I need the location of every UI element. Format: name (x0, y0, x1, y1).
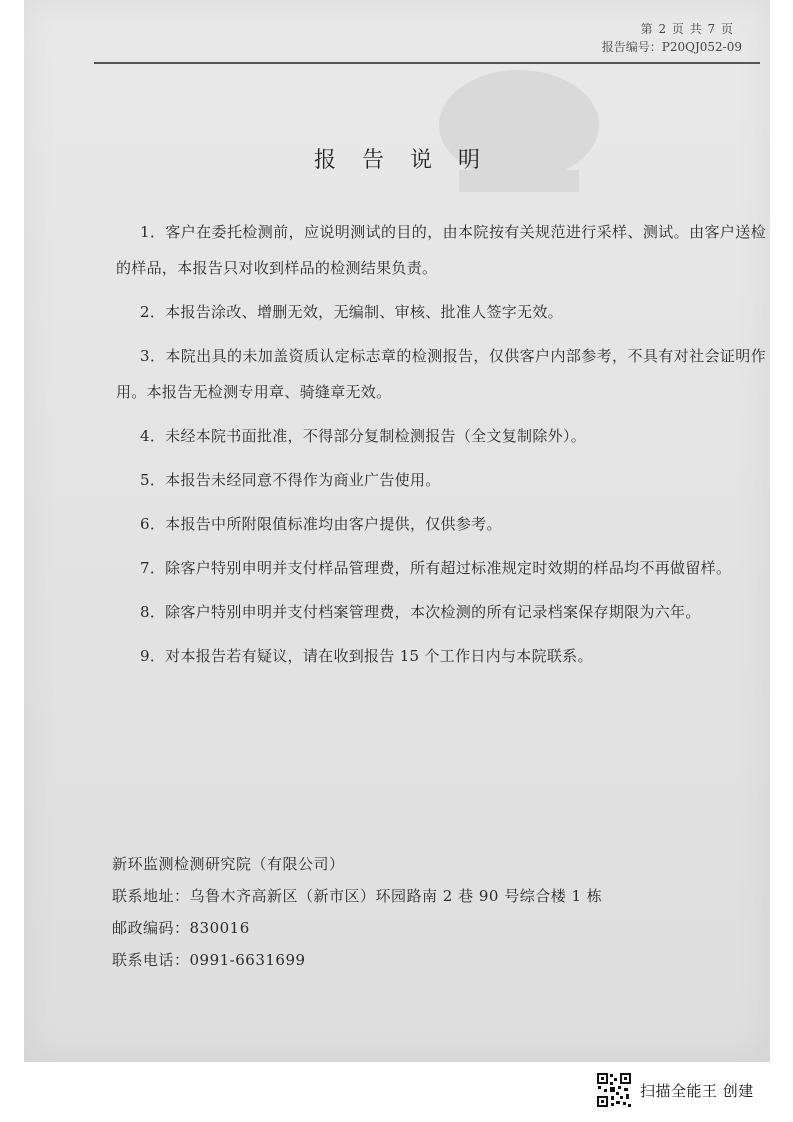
note-item: 7．除客户特别申明并支付样品管理费，所有超过标准规定时效期的样品均不再做留样。 (140, 559, 732, 577)
scanner-app-label: 扫描全能王 创建 (640, 1081, 754, 1100)
report-notes (116, 214, 766, 682)
institute-name: 新环监测检测研究院（有限公司） (112, 855, 345, 873)
scanned-document-page (24, 0, 770, 1062)
header-divider (94, 62, 760, 64)
note-item: 9．对本报告若有疑议，请在收到报告 15 个工作日内与本院联系。 (140, 647, 593, 665)
scanner-watermark (596, 1072, 754, 1108)
note-item: 8．除客户特别申明并支付档案管理费，本次检测的所有记录档案保存期限为六年。 (140, 603, 701, 621)
document-title: 报告说明 (313, 148, 506, 173)
note-item: 4．未经本院书面批准，不得部分复制检测报告（全文复制除外）。 (140, 427, 587, 445)
institute-address: 联系地址：乌鲁木齐高新区（新市区）环园路南 2 巷 90 号综合楼 1 栋 (112, 887, 603, 905)
note-item: 2．本报告涂改、增删无效，无编制、审核、批准人签字无效。 (140, 303, 563, 321)
note-item: 5．本报告未经同意不得作为商业广告使用。 (140, 471, 441, 489)
page-indicator: 第 2 页 共 7 页 (640, 22, 734, 36)
institute-contact (112, 848, 602, 976)
report-number: 报告编号：P20QJ052-09 (601, 40, 742, 54)
note-item: 1．客户在委托检测前，应说明测试的目的，由本院按有关规范进行采样、测试。由客户送检的样品，本报告只对收到样品的检测结果负责。 (116, 223, 766, 277)
note-item: 6．本报告中所附限值标准均由客户提供，仅供参考。 (140, 515, 502, 533)
watermark-logo (419, 55, 619, 215)
note-item: 3．本院出具的未加盖资质认定标志章的检测报告，仅供客户内部参考，不具有对社会证明作用。本报告无检测专用章、骑缝章无效。 (116, 347, 766, 401)
qr-code-icon (596, 1072, 632, 1108)
institute-postal-code: 邮政编码：830016 (112, 919, 250, 937)
institute-phone: 联系电话：0991-6631699 (112, 951, 306, 969)
